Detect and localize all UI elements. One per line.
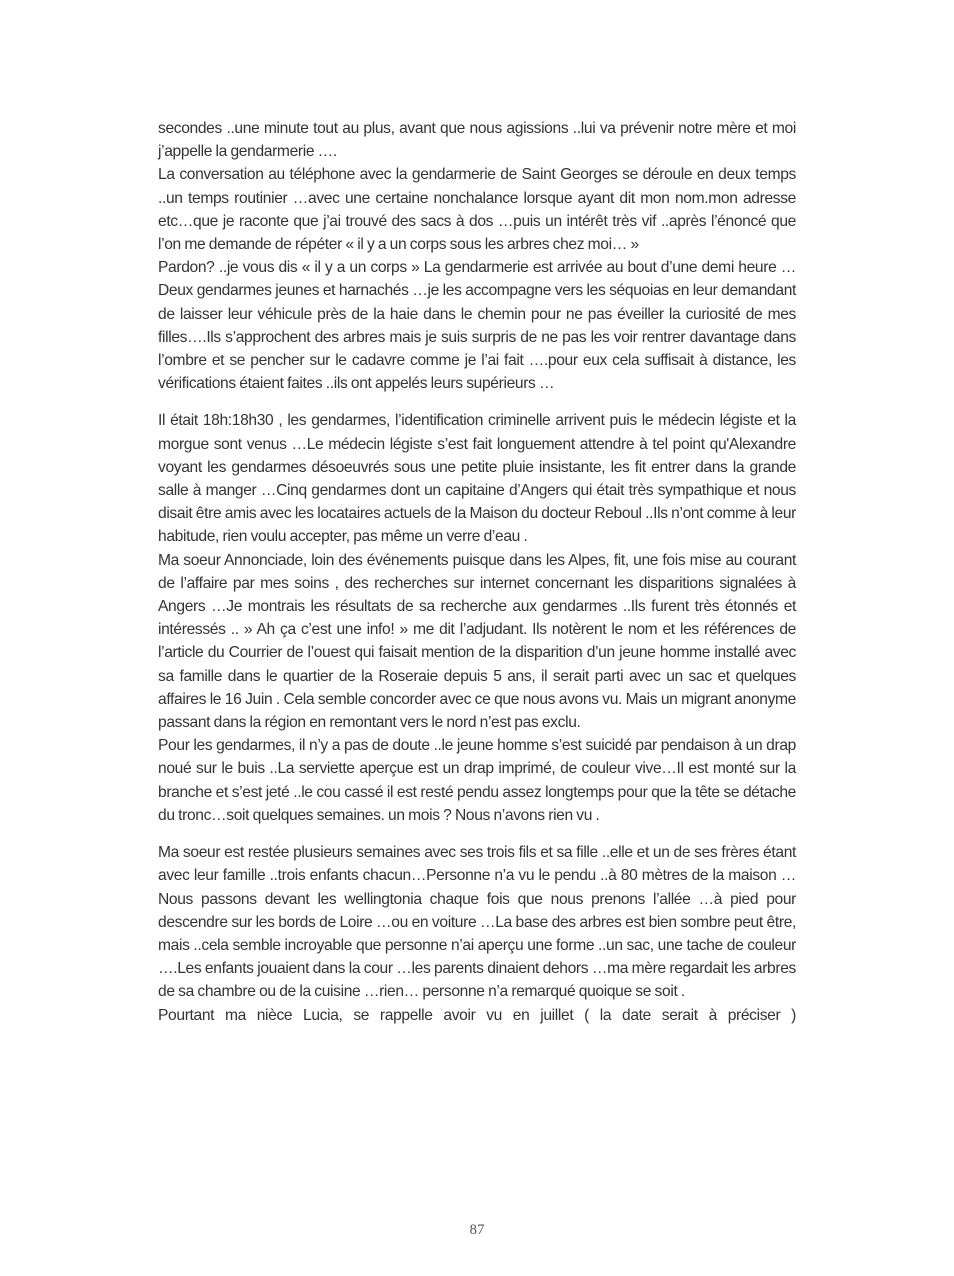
paragraph-suicide-conclusion: Pour les gendarmes, il n’y a pas de doute ..le jeune homme s’est suicidé par pendaison à un drap noué sur le buis ..La serviette aperçue est un drap imprimé, de couleur vive…Il est monté sur la branche et s’est jeté ..le cou cassé il est resté pendu assez longtemps pour que la tête se détache du tronc…soit quelques semaines. un mois ? Nous n’avons rien vu . [158, 737, 796, 824]
paragraph-gendarmes-arrival: Pardon? ..je vous dis « il y a un corps » La gendarmerie est arrivée au bout d’une demi heure … Deux gendarmes jeunes et harnachés …je les accompagne vers les séquoias en leur demandant de laisser leur véhicule près de la haie dans le chemin pour ne pas éveiller la curiosité de mes filles….Ils s’approchent des arbres mais je suis surpris de ne pas les voir rentrer davantage dans l’ombre et se pencher sur le cadavre comme je l’ai fait ….pour eux cela suffisait à distance, les vérifications étaient faites ..ils ont appelés leurs supérieurs … [158, 259, 796, 393]
paragraph-phone-call-intro: secondes ..une minute tout au plus, avant que nous agissions ..lui va prévenir notre mère et moi j’appelle la gendarmerie …. [158, 120, 796, 161]
document-page-body [158, 117, 796, 1027]
paragraph-phone-conversation: La conversation au téléphone avec la gendarmerie de Saint Georges se déroule en deux temps ..un temps routinier …avec une certaine nonchalance lorsque ayant dit mon nom.mon adresse etc…que je raconte que j’ai trouvé des sacs à dos …puis un intérêt très vif ..après l’énoncé que l’on me demande de répéter « il y a un corps sous les arbres chez moi… » [158, 166, 796, 254]
paragraph-niece-lucia: Pourtant ma nièce Lucia, se rappelle avoir vu en juillet ( la date serait à préciser ) [158, 1006, 796, 1024]
paragraph-spacer [158, 827, 796, 841]
paragraph-spacer [158, 395, 796, 409]
paragraph-family-stay: Ma soeur est restée plusieurs semaines avec ses trois fils et sa fille ..elle et un de ses frères étant avec leur famille ..trois enfants chacun…Personne n’a vu le pendu ..à 80 mètres de la maison …Nous passons devant les wellingtonia chaque fois que nous prenons l’allée …à pied pour descendre sur les bords de Loire …ou en voiture …La base des arbres est bien sombre peut être, mais ..cela semble incroyable que personne n’ai aperçu une forme ..un sac, une tache de couleur ….Les enfants jouaient dans la cour …les parents dinaient dehors …ma mère regardait les arbres de sa chambre ou de la cuisine …rien… personne n’a remarqué quoique se soit . [158, 844, 796, 1001]
page-number: 87 [469, 1222, 485, 1238]
paragraph-sister-research: Ma soeur Annonciade, loin des événements puisque dans les Alpes, fit, une fois mise au courant de l’affaire par mes soins , des recherches sur internet concernant les disparitions signalées à Angers …Je montrais les résultats de sa recherche aux gendarmes ..Ils furent très étonnés et intéressés .. » Ah ça c’est une info! » me dit l’adjudant. Ils notèrent le nom et les références de l’article du Courrier de l’ouest qui faisait mention de la disparition d’un jeune homme installé avec sa famille dans le quartier de la Roseraie depuis 5 ans, il serait parti avec un sac et quelques affaires le 16 Juin . Cela semble concorder avec ce que nous avons vu. Mais un migrant anonyme passant dans la région en remontant vers le nord n’est pas exclu. [158, 551, 796, 732]
paragraph-forensics-arrival: Il était 18h:18h30 , les gendarmes, l’identification criminelle arrivent puis le médecin légiste et la morgue sont venus …Le médecin légiste s’est fait longuement attendre à tel point qu'Alexandre voyant les gendarmes désoeuvrés sous une petite pluie insistante, les fit entrer dans la grande salle à manger …Cinq gendarmes dont un capitaine d’Angers qui était très sympathique et nous disait être amis avec les locataires actuels de la Maison du docteur Reboul ..Ils n’ont comme à leur habitude, rien voulu accepter, pas même un verre d’eau . [158, 412, 796, 546]
